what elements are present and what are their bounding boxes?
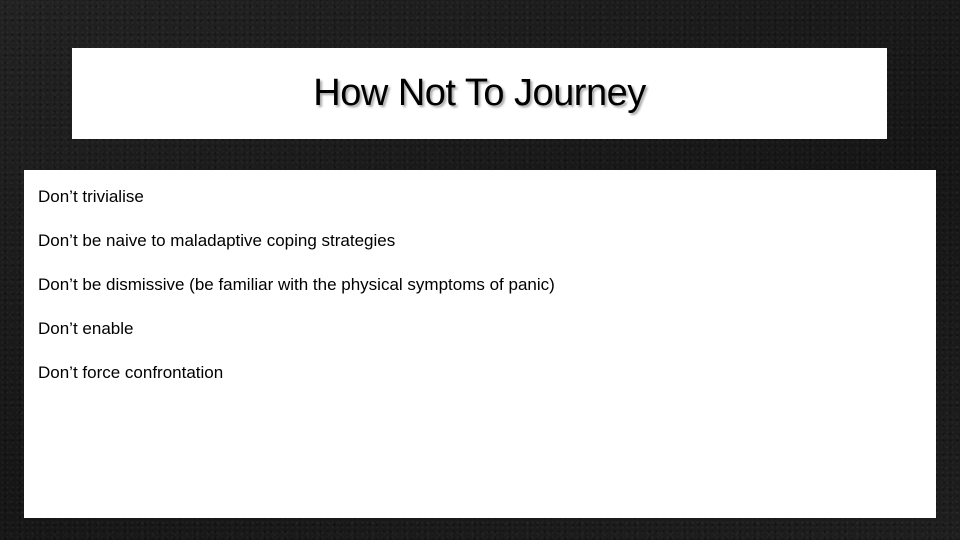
bullet-item: Don’t be dismissive (be familiar with the physical symptoms of panic) <box>38 275 555 294</box>
bullet-list <box>38 187 922 383</box>
bullet-item: Don’t be naive to maladaptive coping strategies <box>38 231 396 250</box>
bullet-item: Don’t enable <box>38 319 134 338</box>
slide-title: How Not To Journey <box>313 72 646 114</box>
bullet-item: Don’t force confrontation <box>38 363 224 382</box>
bullet-item: Don’t trivialise <box>38 187 144 206</box>
content-panel <box>24 170 936 518</box>
title-panel <box>72 48 887 139</box>
